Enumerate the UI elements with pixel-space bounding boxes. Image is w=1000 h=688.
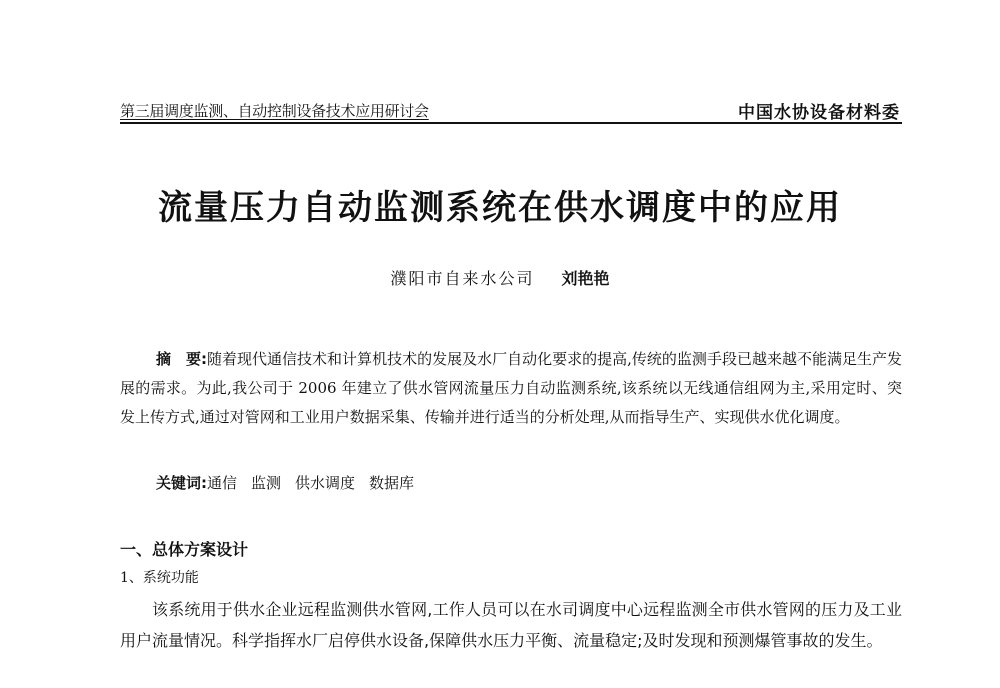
keyword: 监测 <box>251 474 282 492</box>
conference-name: 第三届调度监测、自动控制设备技术应用研讨会 <box>120 102 429 120</box>
abstract-label: 摘 要: <box>156 350 208 368</box>
subsection-heading: 1、系统功能 <box>120 570 199 586</box>
header-rule <box>120 122 902 124</box>
running-header <box>120 98 902 124</box>
abstract <box>120 345 902 432</box>
author-organization: 濮阳市自来水公司 <box>390 269 535 288</box>
keyword: 通信 <box>207 474 238 492</box>
byline <box>0 266 1000 289</box>
keyword: 供水调度 <box>295 474 356 492</box>
abstract-text: 随着现代通信技术和计算机技术的发展及水厂自动化要求的提高,传统的监测手段已越来越不能满足生产发展的需求。为此,我公司于 2006 年建立了供水管网流量压力自动监测系统,该系统以无线通信组网为主,采用定时、突发上传方式,通过对管网和工业用户数据采集、传输并进行适当的分析处理,从而指导生产、实现供水优化调度。 <box>120 350 902 426</box>
keywords <box>156 472 428 493</box>
committee-name: 中国水协设备材料委 <box>738 103 900 123</box>
keywords-label: 关键词: <box>156 474 207 492</box>
body-paragraph: 该系统用于供水企业远程监测供水管网,工作人员可以在水司调度中心远程监测全市供水管网的压力及工业用户流量情况。科学指挥水厂启停供水设备,保障供水压力平衡、流量稳定;及时发现和预测爆管事故的发生。 <box>120 600 902 650</box>
keyword: 数据库 <box>369 474 415 492</box>
section-heading: 一、总体方案设计 <box>120 540 249 559</box>
author-name: 刘艳艳 <box>561 269 610 288</box>
paper-title: 流量压力自动监测系统在供水调度中的应用 <box>158 188 842 228</box>
